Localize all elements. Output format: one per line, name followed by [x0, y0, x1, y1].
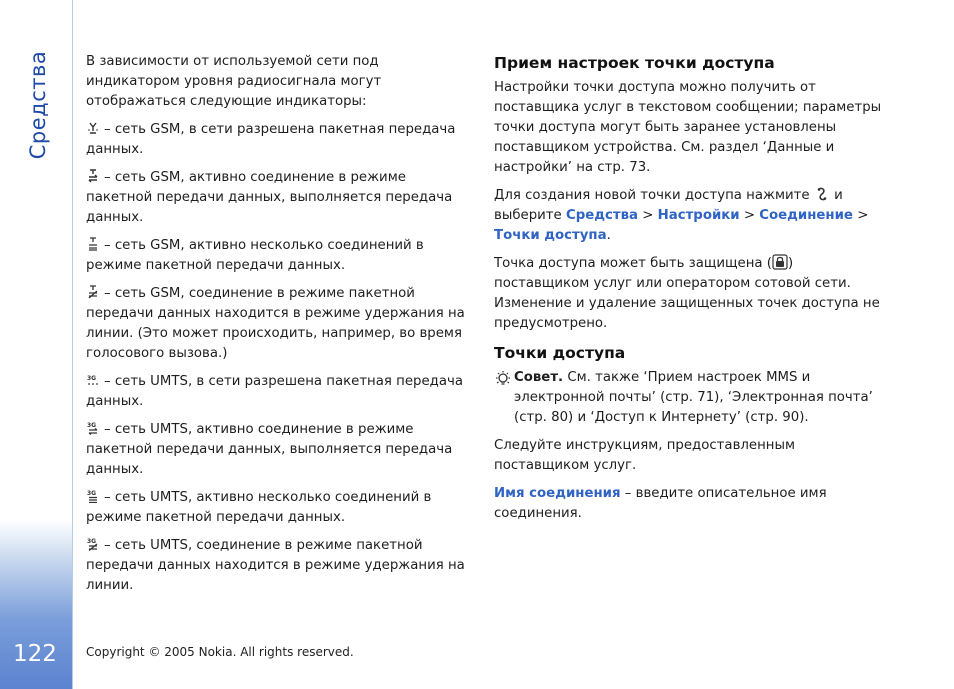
section-title	[22, 50, 54, 160]
page-number: 122	[13, 641, 57, 667]
gsm-packet-allowed-icon	[86, 121, 100, 135]
umts-multiple-connections-icon	[86, 489, 100, 503]
gsm-packet-hold-icon	[86, 285, 100, 299]
indicator-item: – сеть GSM, активно несколько соединений в режиме пакетной передачи данных.	[86, 238, 424, 273]
indicator-item: 3G – сеть UMTS, активно несколько соединений в режиме пакетной передачи данных.	[86, 490, 432, 525]
sidebar	[0, 0, 73, 689]
right-column	[494, 52, 886, 532]
gsm-packet-active-icon	[86, 169, 100, 183]
tip-label: Совет.	[514, 370, 564, 385]
paragraph-create-access-point: Для создания новой точки доступа нажмите и выберите Средства > Настройки > Соединение > Точки доступа.	[494, 188, 869, 243]
menu-key-icon	[814, 186, 830, 202]
svg-text:3G: 3G	[87, 375, 97, 382]
tip-text: См. также ‘Прием настроек MMS и электронной почты’ (стр. 71), ‘Электронная почта’ (стр. 80) и ‘Доступ к Интернету’ (стр. 90).	[514, 370, 873, 425]
heading-access-points: Точки доступа	[494, 344, 626, 362]
left-column	[86, 52, 474, 604]
link-settings[interactable]: Настройки	[657, 208, 740, 223]
intro-paragraph: В зависимости от используемой сети под индикатором уровня радиосигнала могут отображаться следующие индикаторы:	[86, 54, 382, 109]
tip	[494, 368, 886, 428]
svg-text:3G: 3G	[87, 538, 97, 545]
umts-packet-active-icon	[86, 421, 100, 435]
indicator-item: – сеть GSM, активно соединение в режиме пакетной передачи данных, выполняется передача данных.	[86, 170, 453, 225]
link-access-points[interactable]: Точки доступа	[494, 228, 607, 243]
copyright: Copyright © 2005 Nokia. All rights reserved.	[86, 645, 354, 659]
link-connection-name[interactable]: Имя соединения	[494, 486, 621, 501]
svg-text:3G: 3G	[87, 422, 97, 429]
indicator-item: 3G – сеть UMTS, активно соединение в режиме пакетной передачи данных, выполняется передача данных.	[86, 422, 453, 477]
gsm-multiple-connections-icon	[86, 237, 100, 251]
paragraph-receive-settings: Настройки точки доступа можно получить от поставщика услуг в текстовом сообщении; параметры точки доступа могут быть заранее установлены поставщиком устройства. См. раздел ‘Данные и настройки’ на стр. 73.	[494, 80, 882, 175]
tip-lightbulb-icon	[494, 370, 514, 428]
indicator-item: – сеть GSM, соединение в режиме пакетной передачи данных находится в режиме удержания на линии. (Это может происходить, например, во время голосового вызова.)	[86, 286, 465, 361]
svg-text:3G: 3G	[87, 490, 97, 497]
lock-icon	[772, 254, 788, 270]
paragraph-protected-access-point: Точка доступа может быть защищена ( ) поставщиком услуг или оператором сотовой сети. Изменение и удаление защищенных точек доступа не предусмотрено.	[494, 256, 880, 331]
indicator-item: 3G – сеть UMTS, соединение в режиме пакетной передачи данных находится в режиме удержания на линии.	[86, 538, 465, 593]
indicator-item: – сеть GSM, в сети разрешена пакетная передача данных.	[86, 122, 456, 157]
indicator-item: 3G – сеть UMTS, в сети разрешена пакетная передача данных.	[86, 374, 463, 409]
link-tools[interactable]: Средства	[565, 208, 638, 223]
paragraph-connection-name: Имя соединения – введите описательное имя соединения.	[494, 486, 827, 521]
link-connection[interactable]: Соединение	[759, 208, 853, 223]
umts-packet-allowed-icon	[86, 373, 100, 387]
section-title-text: Средства	[26, 50, 50, 160]
paragraph-follow-instructions: Следуйте инструкциям, предоставленным поставщиком услуг.	[494, 438, 796, 473]
heading-receive-settings: Прием настроек точки доступа	[494, 54, 775, 72]
umts-packet-hold-icon	[86, 537, 100, 551]
